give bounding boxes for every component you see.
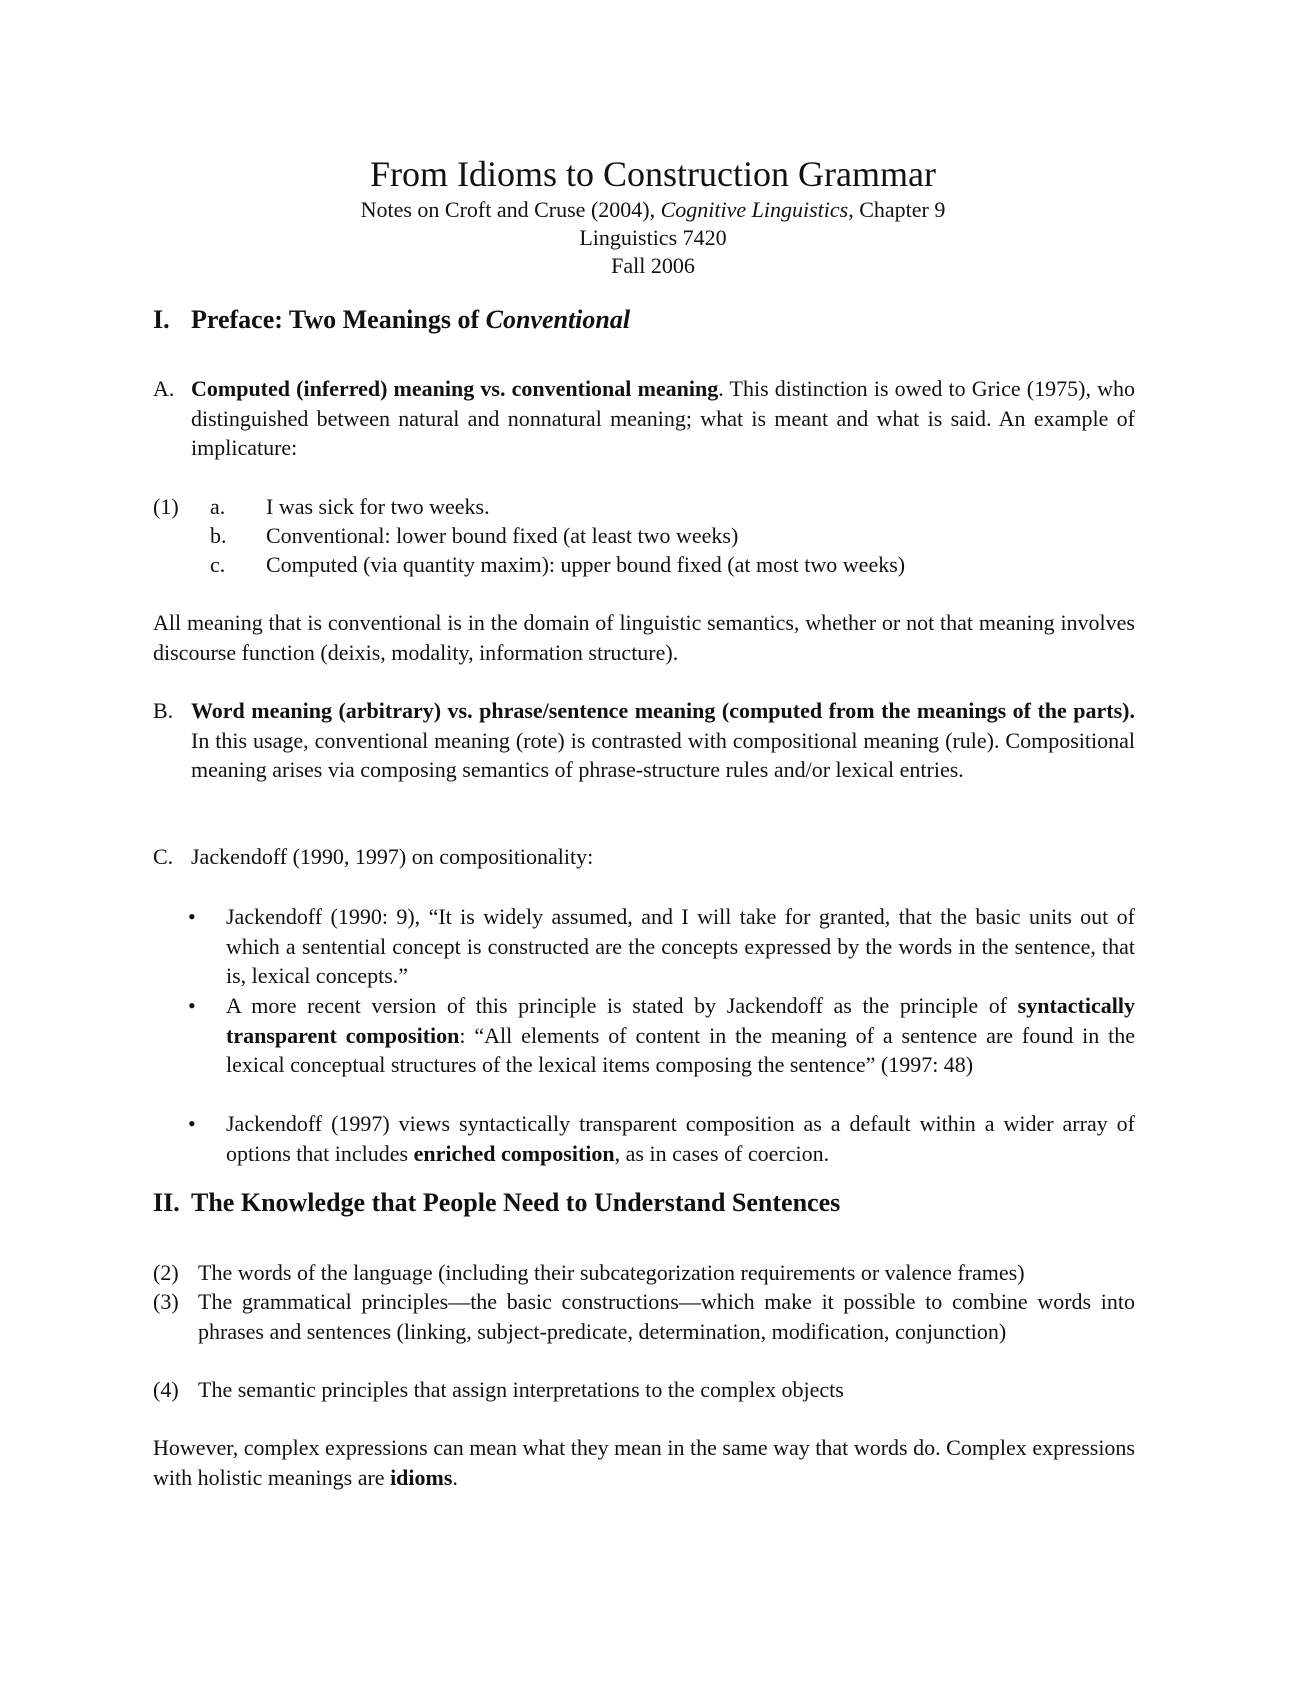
bullet-1-text: Jackendoff (1990: 9), “It is widely assumed, and I will take for granted, that the basic units out of which a sentential concept is constructed are the concepts expressed by the words in the sentence, that is, lexical concepts.” [226,904,1135,988]
closing-bold: idioms [390,1464,453,1490]
course-line: Linguistics 7420 [579,225,727,250]
bullet-item-1 [226,902,1135,991]
closing-paragraph [153,1433,1135,1492]
section-1-title-italic: Conventional [485,305,631,334]
item-3-text: The grammatical principles—the basic constructions—which make it possible to combine words into phrases and sentences (linking, subject-predicate, determination, modification, conjunction) [198,1289,1135,1344]
section-2-heading [153,1187,840,1219]
example-1c-text: Computed (via quantity maxim): upper bound fixed (at most two weeks) [266,552,906,577]
closing-text: However, complex expressions can mean what they mean in the same way that words do. Complex expressions with holistic meanings are [153,1435,1135,1490]
item-2-text: The words of the language (including their subcategorization requirements or valence frames) [198,1260,1025,1285]
subtitle [0,196,1306,224]
section-2-number: II. [153,1188,180,1217]
example-1a-text: I was sick for two weeks. [266,494,490,519]
point-b-bold: Word meaning (arbitrary) vs. phrase/sentence meaning (computed from the meanings of the parts). [191,698,1135,723]
point-b-label: B. [153,698,174,723]
paragraph-conventional: All meaning that is conventional is in the domain of linguistic semantics, whether or not that meaning involves discourse function (deixis, modality, information structure). [153,610,1135,665]
example-1b-text: Conventional: lower bound fixed (at least two weeks) [266,523,739,548]
bullet-2-pre: A more recent version of this principle is stated by Jackendoff as the principle of [226,993,1018,1018]
term-line: Fall 2006 [611,253,695,278]
bullet-item-2 [226,991,1135,1080]
subtitle-pre: Notes on Croft and Cruse (2004), [360,197,661,222]
point-a-bold: Computed (inferred) meaning vs. conventional meaning [191,376,719,401]
item-3-number: (3) [153,1289,179,1314]
bullet-3-bold: enriched composition [413,1140,615,1166]
point-a-text: . This distinction is owed to Grice (1975), who distinguished between natural and nonnatural meaning; what is meant and what is said. An example of implicature: [191,376,1135,460]
section-1-number: I. [153,305,170,334]
point-c [153,842,1135,872]
point-a [153,374,1135,463]
item-4-number: (4) [153,1377,179,1402]
bullet-3-post: , as in cases of coercion. [614,1140,830,1166]
subtitle-post: , Chapter 9 [848,197,946,222]
bullet-icon: • [188,904,196,929]
example-1c-letter: c. [210,552,226,577]
point-b [153,696,1135,785]
closing-end: . [452,1464,458,1490]
bullet-3-pre: Jackendoff (1997) views syntactically transparent composition as a default within a wider array of options that includes [226,1111,1135,1166]
point-b-text: In this usage, conventional meaning (rote) is contrasted with compositional meaning (rule). Compositional meaning arises via composing semantics of phrase-structure rules and/or lexical entries. [191,727,1135,782]
section-1-heading [153,304,630,336]
bullet-2-post: : “All elements of content in the meaning of a sentence are found in the lexical conceptual structures of the lexical items composing the sentence” (1997: 48) [226,1022,1135,1077]
bullet-item-3 [226,1109,1135,1168]
item-2-number: (2) [153,1260,179,1285]
section-1-title: Preface: Two Meanings of [191,305,486,334]
point-c-text: Jackendoff (1990, 1997) on compositionality: [191,844,594,869]
subtitle-italic: Cognitive Linguistics [660,197,849,222]
example-1a-letter: a. [210,494,226,519]
section-2-title: The Knowledge that People Need to Understand Sentences [191,1188,841,1217]
document-title: From Idioms to Construction Grammar [370,154,936,194]
point-a-label: A. [153,376,175,401]
point-c-label: C. [153,844,174,869]
bullet-2-bold: syntactically transparent composition [226,993,1135,1048]
bullet-icon: • [188,993,196,1018]
example-1-number: (1) [153,494,179,519]
example-1b-letter: b. [210,523,227,548]
bullet-icon: • [188,1111,196,1136]
item-4-text: The semantic principles that assign interpretations to the complex objects [198,1377,844,1402]
